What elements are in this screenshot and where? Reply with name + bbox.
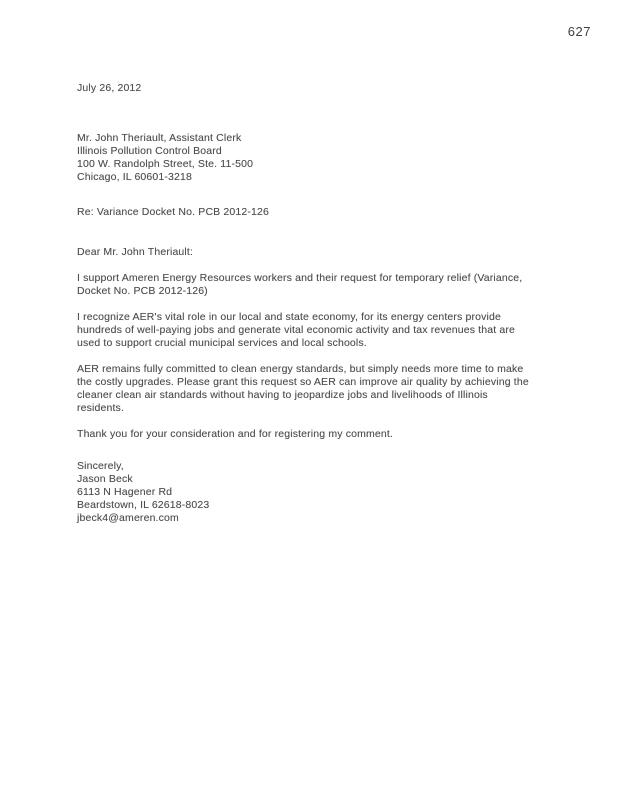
paragraph-request: AER remains fully committed to clean energy standards, but simply needs more time to make the costly upgrades. Please grant this request so AER can improve air quality by achieving the cleaner clean air standards without having to jeopardize jobs and livelihoods of Illinois residents.: [77, 363, 529, 414]
recipient-address-block: [77, 132, 529, 184]
signature-block: [77, 460, 529, 525]
signer-street: 6113 N Hagener Rd: [77, 486, 173, 498]
recipient-street-line: 100 W. Randolph Street, Ste. 11-500: [77, 158, 254, 170]
recipient-name-line: Mr. John Theriault, Assistant Clerk: [77, 132, 242, 144]
paragraph-thanks: Thank you for your consideration and for registering my comment.: [77, 428, 393, 440]
salutation: Dear Mr. John Theriault:: [77, 246, 194, 258]
signer-name: Jason Beck: [77, 473, 133, 485]
paragraph-economy: I recognize AER's vital role in our local and state economy, for its energy centers provide hundreds of well-paying jobs and generate vital economic activity and tax revenues that are used to support crucial municipal services and local schools.: [77, 311, 515, 349]
page-number: 627: [567, 24, 591, 39]
signer-email: jbeck4@ameren.com: [77, 512, 179, 524]
closing-line: Sincerely,: [77, 460, 124, 472]
re-subject-line: Re: Variance Docket No. PCB 2012-126: [77, 206, 269, 218]
paragraph-support-statement: I support Ameren Energy Resources workers and their request for temporary relief (Variance, Docket No. PCB 2012-126): [77, 272, 523, 297]
recipient-city-line: Chicago, IL 60601-3218: [77, 171, 192, 183]
signer-city: Beardstown, IL 62618-8023: [77, 499, 210, 511]
letter-date: July 26, 2012: [77, 82, 142, 94]
letter-content: [77, 82, 529, 525]
recipient-org-line: Illinois Pollution Control Board: [77, 145, 222, 157]
